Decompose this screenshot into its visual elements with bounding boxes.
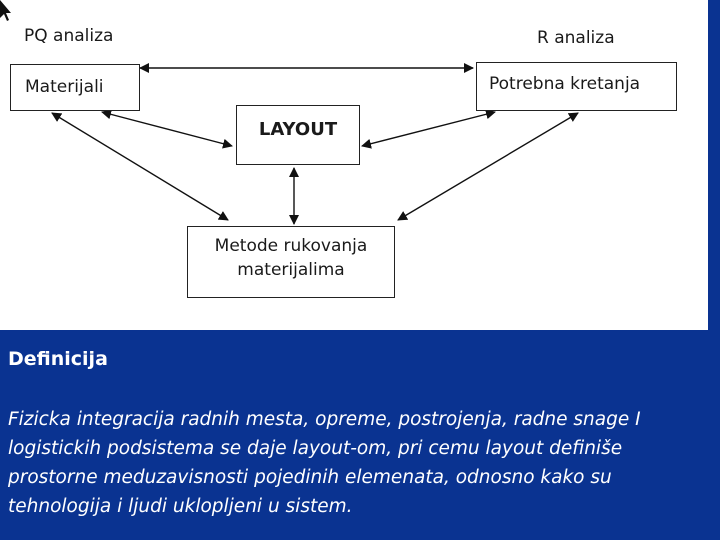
box-materijali xyxy=(10,64,140,111)
definition-title: Definicija xyxy=(8,348,108,370)
box-metode-line1: Metode rukovanja xyxy=(214,236,368,256)
box-materijali-label: Materijali xyxy=(25,77,104,97)
box-metode-line2: materijalima xyxy=(237,260,345,281)
pq-analiza-label: PQ analiza xyxy=(24,26,114,46)
box-layout xyxy=(236,105,360,165)
arrow-potrebna-layout xyxy=(362,112,495,146)
box-layout-label: LAYOUT xyxy=(258,119,338,140)
arrow-materijali-metode xyxy=(52,113,228,220)
box-metode-rukovanja xyxy=(187,226,395,298)
arrow-materijali-layout xyxy=(102,112,232,146)
r-analiza-label: R analiza xyxy=(537,28,615,48)
cursor-icon xyxy=(0,0,11,21)
box-potrebna-kretanja-label: Potrebna kretanja xyxy=(489,74,641,94)
box-potrebna-kretanja xyxy=(476,62,677,111)
definition-text: Fizicka integracija radnih mesta, opreme, postrojenja, radne snage I logistickih podsistema se daje layout-om, pri cemu layout definiše prostorne meduzavisnosti pojedinih elemenata, odnosno kako su tehnologija i ljudi uklopljeni u sistem. xyxy=(8,409,641,517)
arrow-potrebna-metode xyxy=(398,113,578,220)
